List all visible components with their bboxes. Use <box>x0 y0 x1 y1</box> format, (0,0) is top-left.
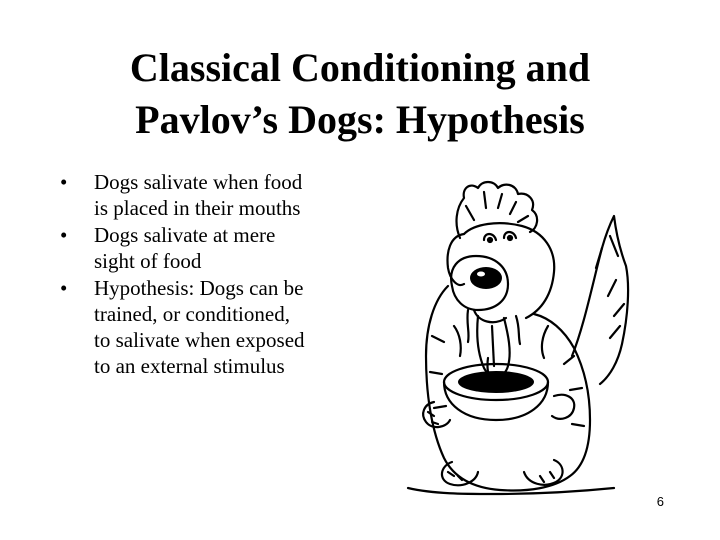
bullet-text-line: Dogs salivate at mere <box>94 223 276 247</box>
bullet-item <box>60 222 360 274</box>
bullet-list <box>60 169 360 380</box>
bullet-text-line: to salivate when exposed <box>94 328 305 352</box>
bullet-marker: • <box>60 170 68 194</box>
bullet-text-line: to an external stimulus <box>94 354 285 378</box>
bullet-text-line: is placed in their mouths <box>94 196 301 220</box>
bullet-text-line: trained, or conditioned, <box>94 302 290 326</box>
bullet-marker: • <box>60 223 68 247</box>
bullet-text-line: sight of food <box>94 249 202 273</box>
bullet-item <box>60 169 360 221</box>
title-line: Pavlov’s Dogs: Hypothesis <box>135 97 585 142</box>
page-number: 6 <box>656 494 664 509</box>
drooling-dog-with-bowl-icon <box>404 176 654 498</box>
title-line: Classical Conditioning and <box>129 45 591 90</box>
bullet-marker: • <box>60 276 68 300</box>
bullet-item <box>60 275 360 379</box>
slide-title <box>40 42 680 146</box>
bullet-text-line: Dogs salivate when food <box>94 170 303 194</box>
bullet-text-line: Hypothesis: Dogs can be <box>94 276 304 300</box>
